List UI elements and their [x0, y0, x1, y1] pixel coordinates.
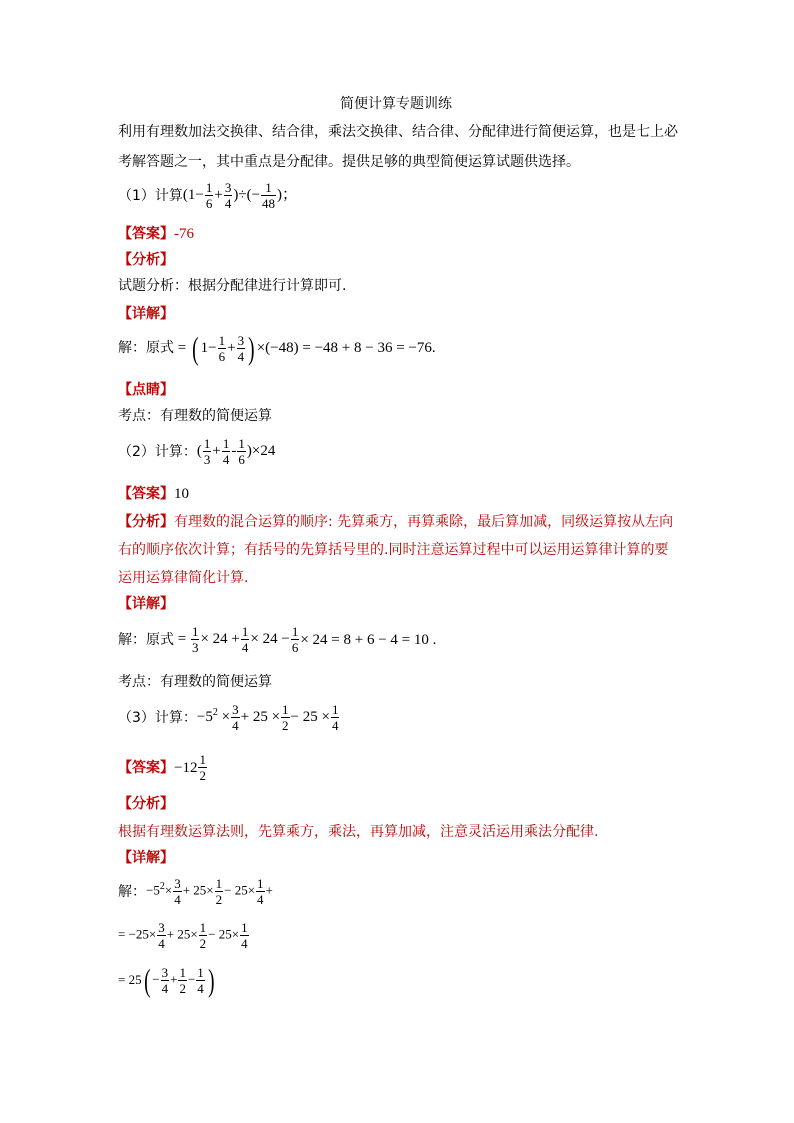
q2-result: × 24 = 8 + 6 − 4 = 10 .	[300, 631, 437, 648]
comment-tag: 【点睛】	[118, 382, 174, 398]
q2-analysis-text-1: 有理数的混合运算的顺序: 先算乘方，再算乘除，最后算加减，同级运算按从左向	[174, 514, 674, 530]
analysis-tag: 【分析】	[118, 252, 174, 268]
page-title: 简便计算专题训练	[340, 96, 452, 112]
q1-answer-line	[118, 224, 194, 244]
q2-analysis-line-3: 运用运算律简化计算.	[118, 570, 249, 586]
intro-line-1: 利用有理数加法交换律、结合律，乘法交换律、结合律、分配律进行简便运算，也是七上必	[118, 124, 678, 140]
q3-answer-int: −12	[174, 759, 198, 776]
answer-tag: 【答案】	[118, 226, 174, 242]
question-1	[118, 180, 297, 211]
answer-tag: 【答案】	[118, 486, 174, 502]
question-3-prefix: （3）计算：	[118, 709, 197, 726]
original-label: 原式	[146, 340, 174, 356]
q3-expression: $-5^2$ × $\frac{3}{4}$ + 25 × $\frac{1}{2}$ − 25 × $\frac{1}{4}$	[196, 702, 339, 733]
q1-result: ×(−48) = −48 + 8 − 36 = −76.	[256, 340, 436, 356]
q1-answer: -76	[174, 226, 194, 242]
detail-tag: 【详解】	[118, 306, 174, 322]
q3-solution-step-2: = −25× $\frac{3}{4}$ + 25× $\frac{1}{2}$ − 25× $\frac{1}{4}$	[118, 920, 248, 951]
analysis-tag: 【分析】	[118, 514, 174, 530]
original-label: 原式	[146, 631, 174, 648]
question-3	[118, 702, 340, 733]
q1-solution: 解： 原式 = ( 1− $\frac{1}{6}$ + $\frac{3}{4}$ ) ×(−48) = −48 + 8 − 36 = −76.	[118, 330, 436, 366]
q1-analysis: 试题分析：根据分配律进行计算即可.	[118, 278, 347, 294]
question-2-prefix: （2）计算：	[118, 443, 197, 460]
solve-label: 解：	[118, 631, 146, 648]
q2-analysis-line-1	[118, 512, 673, 532]
q3-solution-step-3: = 25 ( − $\frac{3}{4}$ + $\frac{1}{2}$ − $\frac{1}{4}$ )	[118, 962, 215, 998]
q3-solution-step-1: 解： $-5^2\times$ $\frac{3}{4}$ + 25× $\frac{1}{2}$ − 25× $\frac{1}{4}$ +	[118, 876, 273, 907]
q1-kaodian: 考点：有理数的简便运算	[118, 408, 272, 424]
detail-tag: 【详解】	[118, 596, 174, 612]
solve-label: 解：	[118, 883, 146, 900]
q2-kaodian: 考点：有理数的简便运算	[118, 674, 272, 690]
q2-expression: ( $\frac{1}{3}$ + $\frac{1}{4}$ - $\frac{1}{6}$ )×24	[196, 436, 276, 467]
solve-label: 解：	[118, 340, 146, 356]
question-2	[118, 436, 275, 467]
answer-tag: 【答案】	[118, 759, 174, 776]
analysis-tag: 【分析】	[118, 796, 174, 812]
q3-answer-frac: $\frac{1}{2}$	[199, 752, 206, 783]
q2-analysis-line-2: 右的顺序依次计算；有括号的先算括号里的.同时注意运算过程中可以运用运算律计算的要	[118, 542, 669, 558]
q2-answer-line	[118, 484, 189, 504]
q2-answer: 10	[174, 486, 189, 502]
q3-analysis: 根据有理数运算法则，先算乘方，乘法，再算加减，注意灵活运用乘法分配律.	[118, 824, 599, 840]
q2-solution: 解： 原式 = $\frac{1}{3}$ × 24 + $\frac{1}{4}$ × 24 − $\frac{1}{6}$ × 24 = 8 + 6 − 4 = 10 .	[118, 624, 437, 655]
q1-expression: (1− $\frac{1}{6}$ + $\frac{3}{4}$ )÷(− $\frac{1}{48}$ )；	[182, 180, 298, 211]
question-1-prefix: （1）计算	[118, 187, 183, 204]
intro-line-2: 考解答题之一，其中重点是分配律。提供足够的典型简便运算试题供选择。	[118, 154, 580, 170]
detail-tag: 【详解】	[118, 850, 174, 866]
q3-answer-line	[118, 752, 208, 783]
